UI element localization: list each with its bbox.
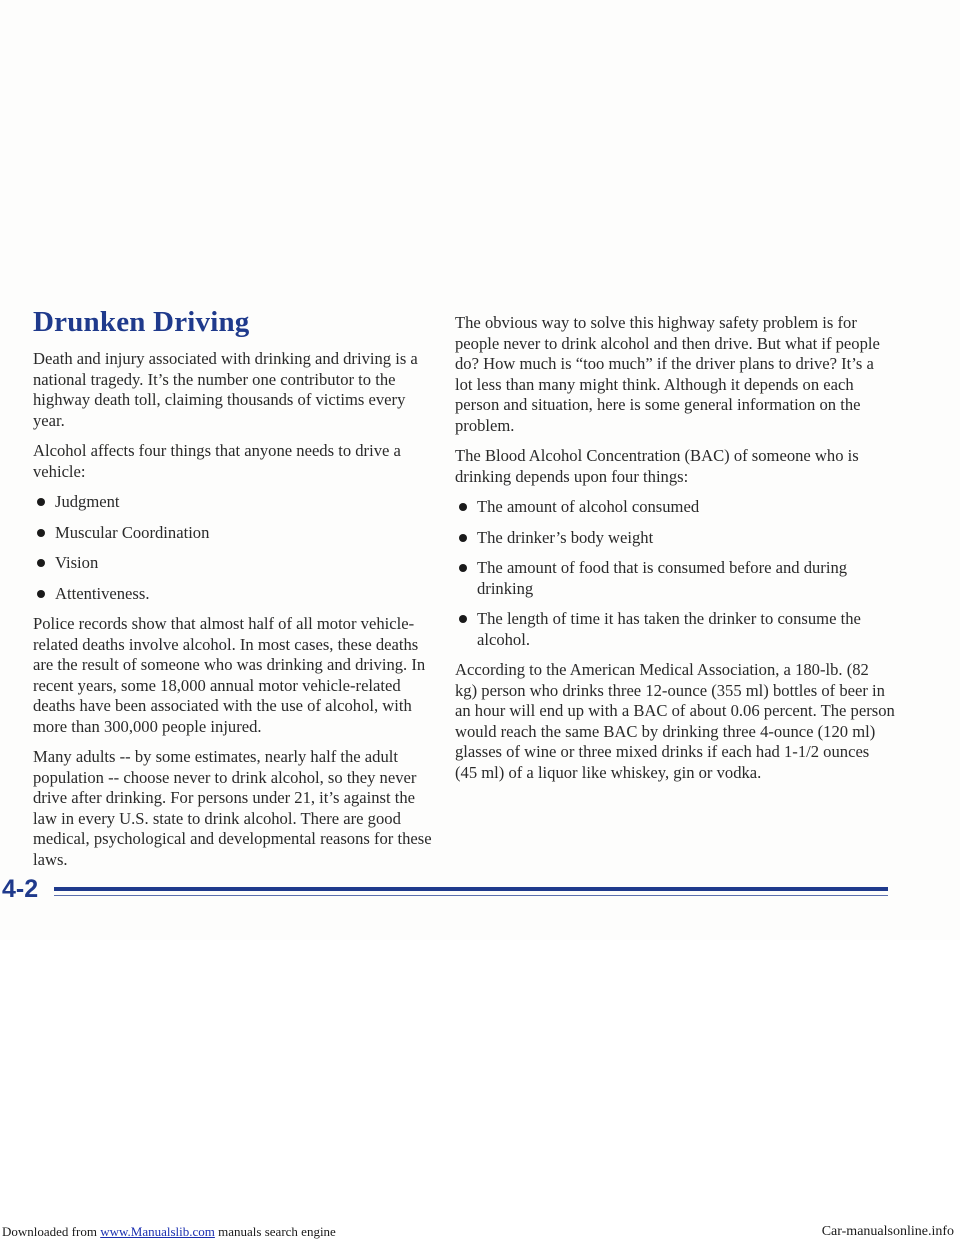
manualslib-link[interactable]: www.Manualslib.com xyxy=(100,1224,215,1239)
bullet-dot-icon xyxy=(456,558,470,578)
paragraph: According to the American Medical Association, a 180-lb. (82 kg) person who drinks three 12-ounce (355 ml) bottles of beer in an hour will end up with a BAC of about 0.06 percent. The person would reach the same BAC by drinking three 4-ounce (120 ml) glasses of wine or three mixed drinks if each had 1-1/2 ounces (45 ml) of a liquor like whiskey, gin or vodka. xyxy=(455,660,895,782)
paragraph: The obvious way to solve this highway safety problem is for people never to drink alcohol and then drive. But what if people do? How much is “too much” if the driver plans to drive? It’s a lot less than many might think. Although it depends on each person and situation, here is some general information on the problem. xyxy=(455,313,880,435)
download-banner xyxy=(0,1222,960,1242)
list-item: The length of time it has taken the drinker to consume the alcohol. xyxy=(455,609,895,650)
left-column xyxy=(33,306,433,880)
footer-rule xyxy=(54,887,888,891)
list-item: The amount of alcohol consumed xyxy=(455,497,895,518)
list-item: Vision xyxy=(33,553,433,574)
bullet-dot-icon xyxy=(34,492,48,512)
bullet-list xyxy=(455,497,895,650)
bullet-dot-icon xyxy=(34,523,48,543)
paragraph: Many adults -- by some estimates, nearly half the adult population -- choose never to drink alcohol, so they never drive after drinking. For persons under 21, it’s against the law in every U.S. state to drink alcohol. There are good medical, psychological and developmental reasons for these laws. xyxy=(33,747,432,869)
paragraph: Alcohol affects four things that anyone needs to drive a vehicle: xyxy=(33,441,401,481)
section-title: Drunken Driving xyxy=(33,306,250,338)
paragraph: The Blood Alcohol Concentration (BAC) of someone who is drinking depends upon four things: xyxy=(455,446,859,486)
list-item: Attentiveness. xyxy=(33,584,433,605)
bullet-list xyxy=(33,492,433,604)
paragraph: Death and injury associated with drinking and driving is a national tragedy. It’s the number one contributor to the highway death toll, claiming thousands of victims every year. xyxy=(33,349,418,430)
watermark-text: Car-manualsonline.info xyxy=(821,1224,954,1239)
footer-rule-thin xyxy=(54,895,888,896)
bullet-dot-icon xyxy=(34,553,48,573)
list-item: Judgment xyxy=(33,492,433,513)
list-item: The amount of food that is consumed before and during drinking xyxy=(455,558,895,599)
banner-text: Downloaded from www.Manualslib.com manuals search engine xyxy=(2,1224,336,1239)
bullet-dot-icon xyxy=(456,609,470,629)
bullet-dot-icon xyxy=(34,584,48,604)
bullet-dot-icon xyxy=(456,497,470,517)
page-number: 4-2 xyxy=(2,875,39,903)
right-column xyxy=(455,313,895,793)
list-item: The drinker’s body weight xyxy=(455,528,895,549)
bullet-dot-icon xyxy=(456,528,470,548)
page-footer xyxy=(0,875,960,915)
paragraph: Police records show that almost half of all motor vehicle-related deaths involve alcohol. In most cases, these deaths are the result of someone who was drinking and driving. In recent years, some 18,000 annual motor vehicle-related deaths have been associated with the use of alcohol, with more than 300,000 people injured. xyxy=(33,614,426,736)
list-item: Muscular Coordination xyxy=(33,523,433,544)
